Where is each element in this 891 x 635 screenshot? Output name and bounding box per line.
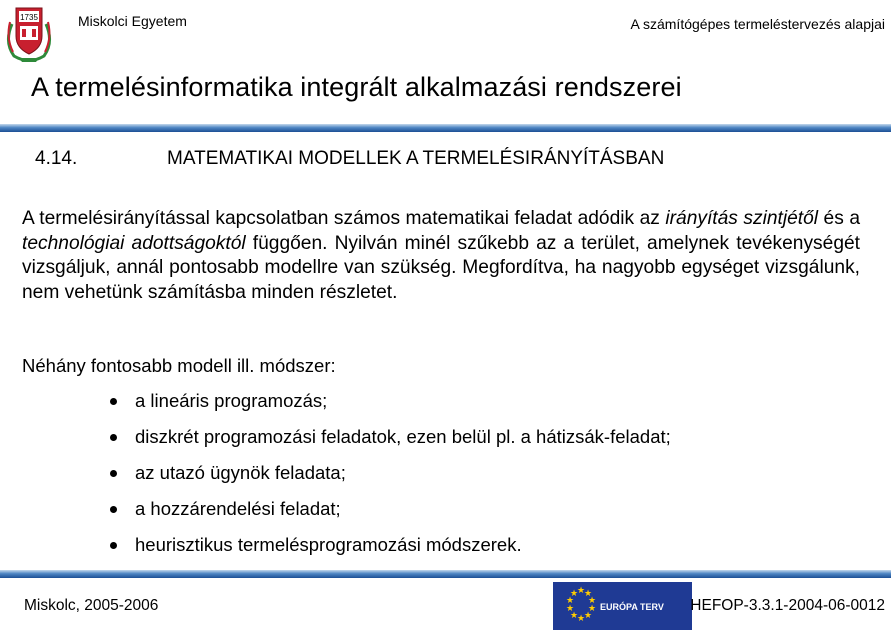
bullet-icon (110, 506, 117, 513)
list-item-text: a hozzárendelési feladat; (135, 498, 341, 519)
paragraph-text-2: és a (818, 208, 860, 229)
body-paragraph (22, 207, 860, 305)
svg-text:★: ★ (570, 610, 579, 620)
footer-divider (0, 570, 891, 578)
footer-place-date: Miskolc, 2005-2006 (24, 597, 159, 614)
list-item (108, 424, 671, 460)
list-intro: Néhány fontosabb modell ill. módszer: (22, 355, 336, 376)
list-item (108, 496, 671, 532)
bullet-icon (110, 434, 117, 441)
section-title: MATEMATIKAI MODELLEK A TERMELÉSIRÁNYÍTÁSBAN (167, 148, 665, 169)
svg-text:★: ★ (566, 595, 575, 605)
svg-text:★: ★ (570, 588, 579, 598)
svg-text:★: ★ (584, 610, 593, 620)
svg-text:★: ★ (584, 588, 593, 598)
paragraph-italic-2: technológiai adottságoktól (22, 232, 246, 254)
paragraph-text-3: függően. Nyilván minél szűkebb az a terület, amelynek tevékenységét vizsgáljuk, annál pontosabb modellre van szükség. Megfordítva, ha nagyobb egységet vizsgálunk, nem vehetünk számításba minden részletet. (22, 232, 860, 303)
section-number: 4.14. (35, 148, 78, 169)
university-crest-icon (4, 2, 54, 64)
paragraph-text-1: A termelésirányítással kapcsolatban számos matematikai feladat adódik az (22, 208, 666, 229)
list-item-text: heurisztikus termelésprogramozási módszerek. (135, 534, 522, 555)
bullet-icon (110, 470, 117, 477)
project-code: HEFOP-3.3.1-2004-06-0012 (690, 597, 885, 614)
svg-text:★: ★ (577, 613, 586, 623)
svg-text:★: ★ (577, 585, 586, 595)
eu-flag-icon (553, 582, 692, 630)
paragraph-italic-1: irányítás szintjétől (665, 208, 819, 229)
eu-logo-text: EURÓPA TERV (600, 602, 664, 612)
list-item-text: a lineáris programozás; (135, 390, 328, 411)
list-item (108, 532, 671, 568)
svg-text:★: ★ (566, 603, 575, 613)
list-item (108, 388, 671, 424)
method-list (108, 388, 671, 568)
university-name: Miskolci Egyetem (78, 13, 187, 29)
page-title: A termelésinformatika integrált alkalmazási rendszerei (31, 72, 682, 102)
svg-text:★: ★ (588, 603, 597, 613)
list-item-text: diszkrét programozási feladatok, ezen belül pl. a hátizsák-feladat; (135, 426, 671, 447)
list-item (108, 460, 671, 496)
list-item-text: az utazó ügynök feladata; (135, 462, 346, 483)
header-divider (0, 124, 891, 132)
course-title: A számítógépes termeléstervezés alapjai (630, 16, 885, 32)
crest-year: 1735 (20, 13, 38, 22)
svg-text:★: ★ (588, 595, 597, 605)
bullet-icon (110, 542, 117, 549)
bullet-icon (110, 398, 117, 405)
